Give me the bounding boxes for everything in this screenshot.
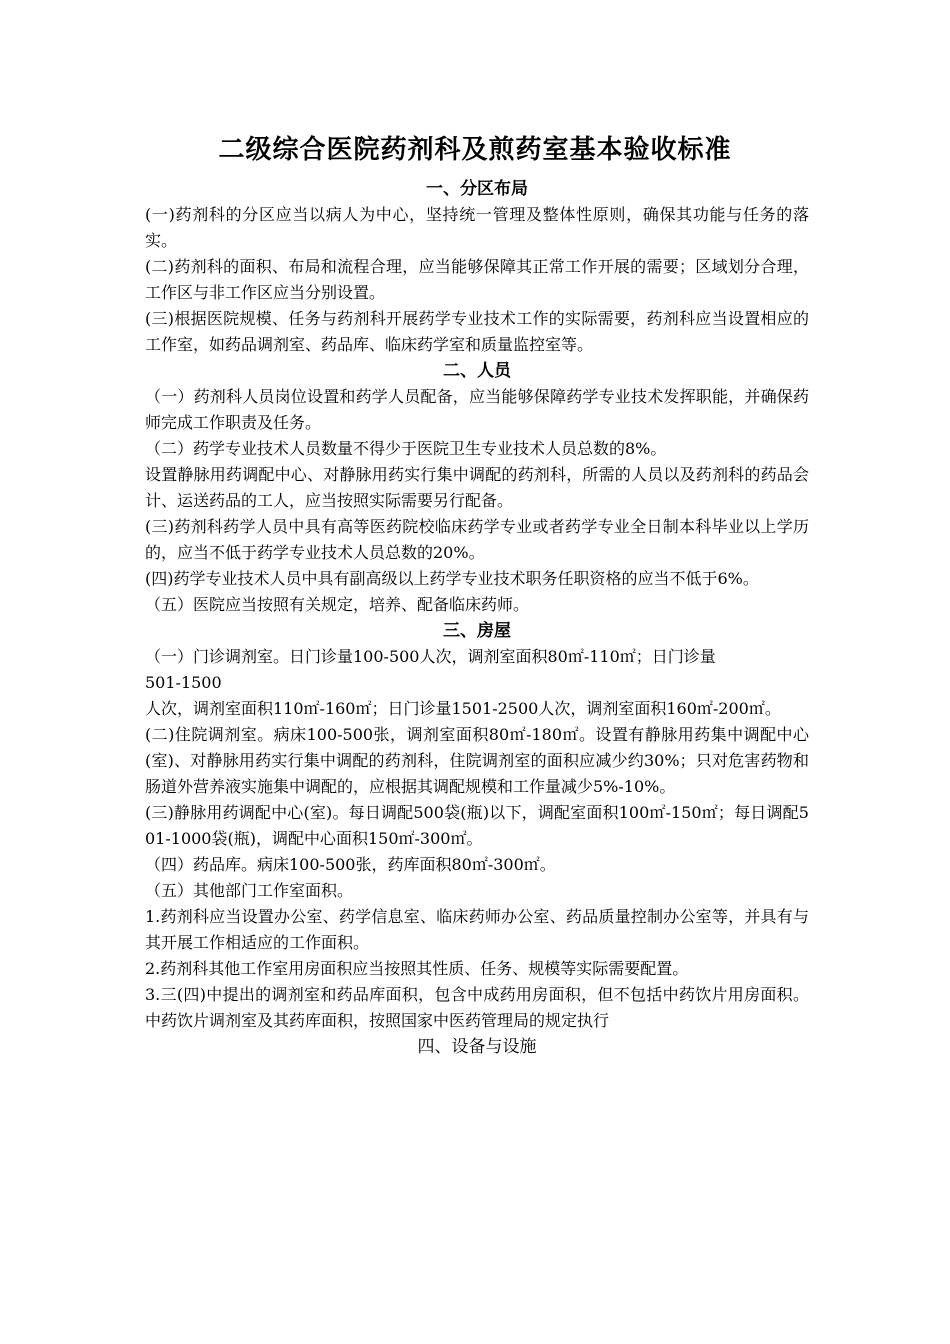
paragraph: （一）药剂科人员岗位设置和药学人员配备，应当能够保障药学专业技术发挥职能，并确保药师完成工作职责及任务。: [145, 387, 809, 432]
paragraph: (三)根据医院规模、任务与药剂科开展药学专业技术工作的实际需要，药剂科应当设置相应的工作室，如药品调剂室、药品库、临床药学室和质量监控室等。: [145, 309, 809, 354]
section-heading-layout: 一、分区布局: [426, 179, 528, 199]
paragraph: 501-1500: [145, 673, 222, 692]
paragraph: （四）药品库。病床100-500张，药库面积80㎡-300㎡。: [145, 855, 556, 874]
section-heading-personnel: 二、人员: [443, 361, 511, 381]
paragraph: (三)静脉用药调配中心(室)。每日调配500袋(瓶)以下，调配室面积100㎡-150㎡；每日调配501-1000袋(瓶)，调配中心面积150㎡-300㎡。: [145, 803, 809, 848]
paragraph: 人次，调剂室面积110㎡-160㎡；日门诊量1501-2500人次，调剂室面积160㎡-200㎡。: [145, 699, 781, 718]
paragraph: （二）药学专业技术人员数量不得少于医院卫生专业技术人员总数的8%。: [145, 439, 667, 458]
section-heading-equipment: 四、设备与设施: [417, 1037, 537, 1057]
paragraph: （五）医院应当按照有关规定，培养、配备临床药师。: [145, 595, 530, 614]
paragraph: (四)药学专业技术人员中具有副高级以上药学专业技术职务任职资格的应当不低于6%。: [145, 569, 759, 588]
section-heading-premises: 三、房屋: [443, 621, 511, 641]
paragraph: (三)药剂科药学人员中具有高等医药院校临床药学专业或者药学专业全日制本科毕业以上学历的，应当不低于药学专业技术人员总数的20%。: [145, 517, 809, 562]
paragraph: 2.药剂科其他工作室用房面积应当按照其性质、任务、规模等实际需要配置。: [145, 959, 689, 978]
paragraph: （一）门诊调剂室。日门诊量100-500人次，调剂室面积80㎡-110㎡；日门诊量: [145, 647, 716, 666]
paragraph: 1.药剂科应当设置办公室、药学信息室、临床药师办公室、药品质量控制办公室等，并具有与其开展工作相适应的工作面积。: [145, 907, 809, 952]
document-body: [145, 176, 809, 1060]
paragraph: 设置静脉用药调配中心、对静脉用药实行集中调配的药剂科，所需的人员以及药剂科的药品会计、运送药品的工人，应当按照实际需要另行配备。: [145, 465, 809, 510]
document-title: 二级综合医院药剂科及煎药室基本验收标准: [218, 135, 732, 165]
paragraph: (一)药剂科的分区应当以病人为中心，坚持统一管理及整体性原则，确保其功能与任务的落实。: [145, 205, 809, 250]
paragraph: 3.三(四)中提出的调剂室和药品库面积，包含中成药用房面积，但不包括中药饮片用房面积。中药饮片调剂室及其药库面积，按照国家中医药管理局的规定执行: [145, 985, 809, 1030]
paragraph: (二)住院调剂室。病床100-500张，调剂室面积80㎡-180㎡。设置有静脉用药集中调配中心(室)、对静脉用药实行集中调配的药剂科，住院调剂室的面积应减少约30%；只对危害药物和肠道外营养液实施集中调配的，应根据其调配规模和工作量减少5%-10%。: [145, 725, 809, 796]
paragraph: （五）其他部门工作室面积。: [145, 881, 354, 900]
paragraph: (二)药剂科的面积、布局和流程合理，应当能够保障其正常工作开展的需要；区域划分合理，工作区与非工作区应当分别设置。: [145, 257, 809, 302]
